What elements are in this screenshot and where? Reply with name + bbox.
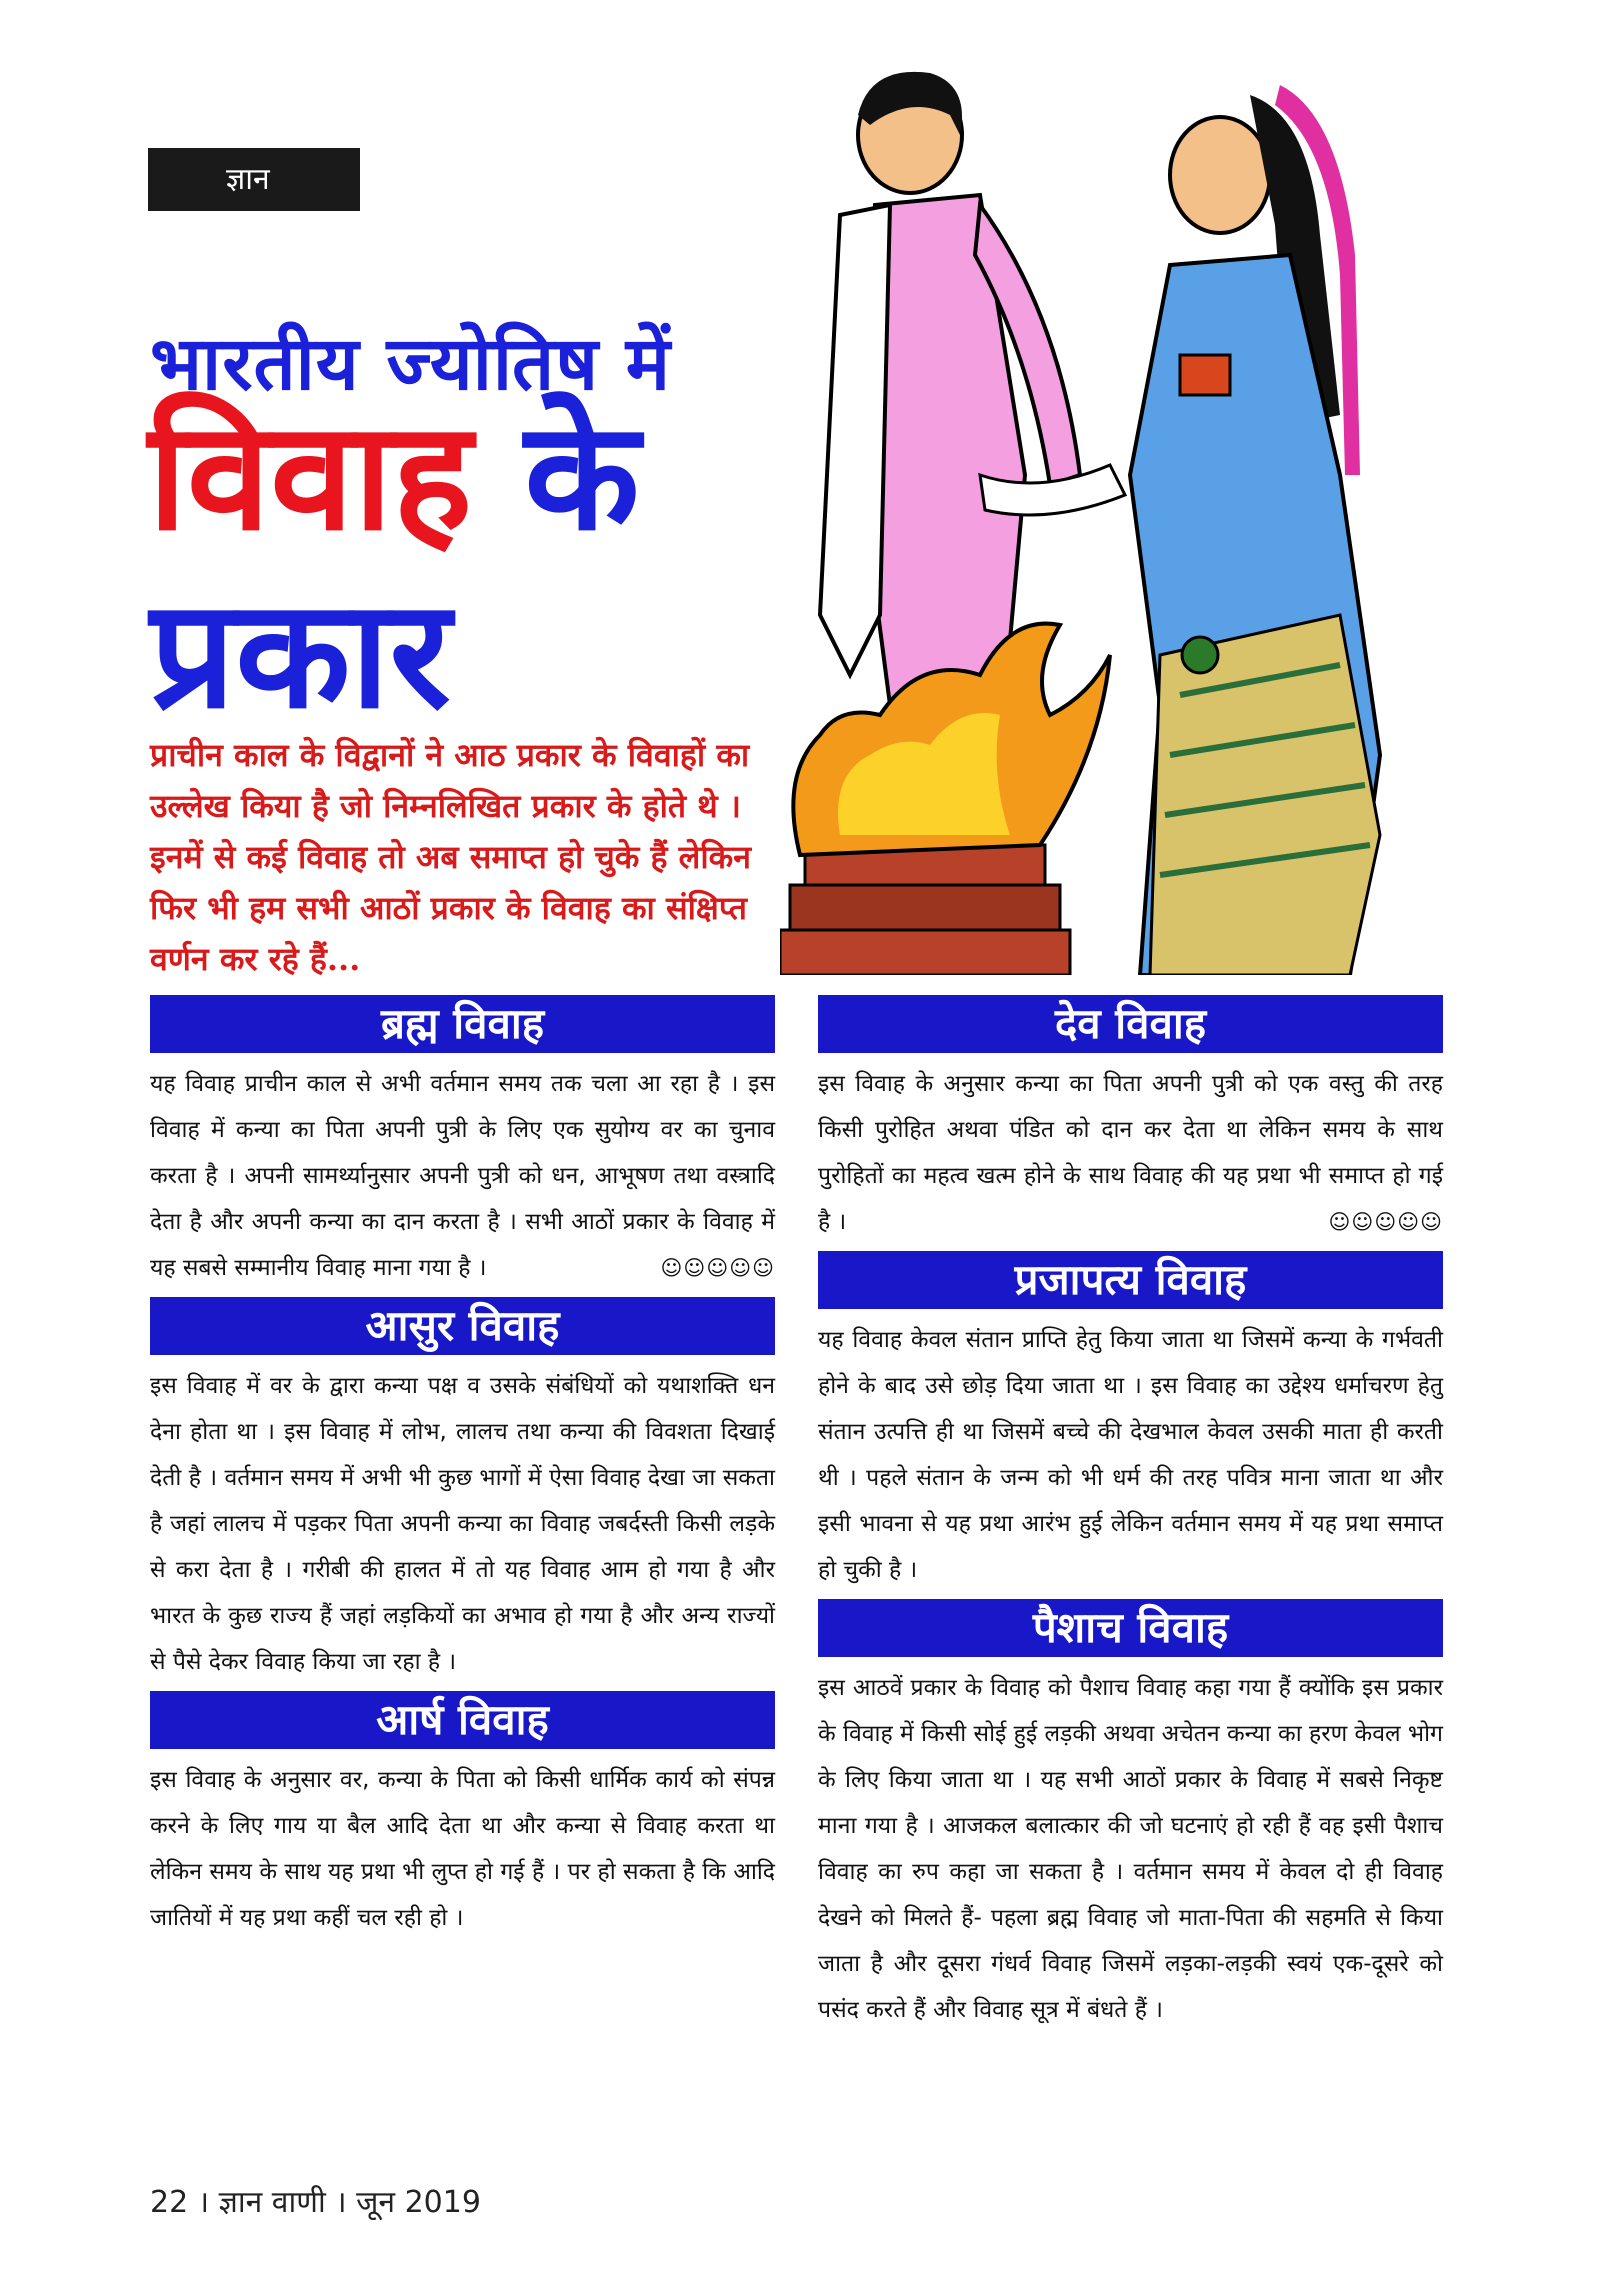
section-paishach bbox=[818, 1599, 1443, 2033]
section-heading: पैशाच विवाह bbox=[818, 1599, 1443, 1657]
section-body: यह विवाह प्राचीन काल से अभी वर्तमान समय तक चला आ रहा है । इस विवाह में कन्या का पिता अपनी पुत्री के लिए एक सुयोग्य वर का चुनाव करता है । अपनी सामर्थ्यानुसार अपनी पुत्री को धन, आभूषण तथा वस्त्रादि देता है और अपनी कन्या का दान करता है । सभी आठों प्रकार के विवाह में यह सबसे सम्मानीय विवाह माना गया है । ☺☺☺☺☺ bbox=[150, 1061, 775, 1291]
title-line-2 bbox=[148, 392, 640, 562]
sacred-fire bbox=[780, 624, 1110, 975]
section-body: यह विवाह केवल संतान प्राप्ति हेतु किया जाता था जिसमें कन्या के गर्भवती होने के बाद उसे छोड़ दिया जाता था । इस विवाह का उद्देश्य धर्माचरण हेतु संतान उत्पत्ति ही था जिसमें बच्चे की देखभाल केवल उसकी माता ही करती थी । पहले संतान के जन्म को भी धर्म की तरह पवित्र माना जाता था और इसी भावना से यह प्रथा आरंभ हुई लेकिन वर्तमान समय में यह प्रथा समाप्त हो चुकी है । bbox=[818, 1327, 1443, 1583]
section-heading: ब्रह्म विवाह bbox=[150, 995, 775, 1053]
title-line-1: भारतीय ज्योतिष में bbox=[150, 321, 672, 407]
section-body: इस विवाह के अनुसार कन्या का पिता अपनी पुत्री को एक वस्तु की तरह किसी पुरोहित अथवा पंडित को दान कर देता था लेकिन समय के साथ पुरोहितों का महत्व खत्म होने के साथ विवाह की यह प्रथा भी समाप्त हो गई है । ☺☺☺☺☺ bbox=[818, 1061, 1443, 1245]
section-tag: ज्ञान bbox=[148, 148, 360, 211]
section-heading: आर्ष विवाह bbox=[150, 1691, 775, 1749]
title-word-ke: के bbox=[524, 390, 640, 564]
section-heading: देव विवाह bbox=[818, 995, 1443, 1053]
right-column bbox=[818, 995, 1443, 2039]
section-heading: आसुर विवाह bbox=[150, 1297, 775, 1355]
section-arsh bbox=[150, 1691, 775, 1941]
end-mark: ☺☺☺☺☺ bbox=[660, 1256, 775, 1280]
intro-paragraph: प्राचीन काल के विद्वानों ने आठ प्रकार के विवाहों का उल्लेख किया है जो निम्नलिखित प्रकार के होते थे । इनमें से कई विवाह तो अब समाप्त हो चुके हैं लेकिन फिर भी हम सभी आठों प्रकार के विवाह का संक्षिप्त वर्णन कर रहे हैं... bbox=[150, 736, 751, 978]
section-brahma bbox=[150, 995, 775, 1291]
section-body: इस विवाह में वर के द्वारा कन्या पक्ष व उसके संबंधियों को यथाशक्ति धन देना होता था । इस विवाह में लोभ, लालच तथा कन्या की विवशता दिखाई देती है । वर्तमान समय में अभी भी कुछ भागों में ऐसा विवाह देखा जा सकता है जहां लालच में पड़कर पिता अपनी कन्या का विवाह जबर्दस्ती किसी लड़के से करा देता है । गरीबी की हालत में तो यह विवाह आम हो गया है और भारत के कुछ राज्य हैं जहां लड़कियों का अभाव हो गया है और अन्य राज्यों से पैसे देकर विवाह किया जा रहा है । bbox=[150, 1373, 775, 1675]
section-prajapatya bbox=[818, 1251, 1443, 1593]
bride-figure bbox=[1130, 85, 1380, 975]
end-mark: ☺☺☺☺☺ bbox=[1328, 1210, 1443, 1234]
title-line-3: प्रकार bbox=[150, 568, 451, 742]
section-body: इस आठवें प्रकार के विवाह को पैशाच विवाह कहा गया हैं क्योंकि इस प्रकार के विवाह में किसी सोई हुई लड़की अथवा अचेतन कन्या का हरण केवल भोग के लिए किया जाता था । यह सभी आठों प्रकार के विवाह में सबसे निकृष्ट माना गया है । आजकल बलात्कार की जो घटनाएं हो रही हैं वह इसी पैशाच विवाह का रुप कहा जा सकता है । वर्तमान समय में केवल दो ही विवाह देखने को मिलते हैं- पहला ब्रह्म विवाह जो माता-पिता की सहमति से किया जाता है और दूसरा गंधर्व विवाह जिसमें लड़का-लड़की स्वयं एक-दूसरे को पसंद करते हैं और विवाह सूत्र में बंधते हैं । bbox=[818, 1675, 1443, 2023]
section-dev bbox=[818, 995, 1443, 1245]
section-body: इस विवाह के अनुसार वर, कन्या के पिता को किसी धार्मिक कार्य को संपन्न करने के लिए गाय या बैल आदि देता था और कन्या से विवाह करता था लेकिन समय के साथ यह प्रथा भी लुप्त हो गई हैं । पर हो सकता है कि आदि जातियों में यह प्रथा कहीं चल रही हो । bbox=[150, 1767, 775, 1931]
left-column bbox=[150, 995, 775, 1947]
section-heading: प्रजापत्य विवाह bbox=[818, 1251, 1443, 1309]
section-asur bbox=[150, 1297, 775, 1685]
title-word-vivah: विवाह bbox=[148, 390, 473, 564]
wedding-couple-fire-illustration-icon bbox=[780, 55, 1460, 975]
page-footer: 22 । ज्ञान वाणी । जून 2019 bbox=[150, 2185, 481, 2220]
